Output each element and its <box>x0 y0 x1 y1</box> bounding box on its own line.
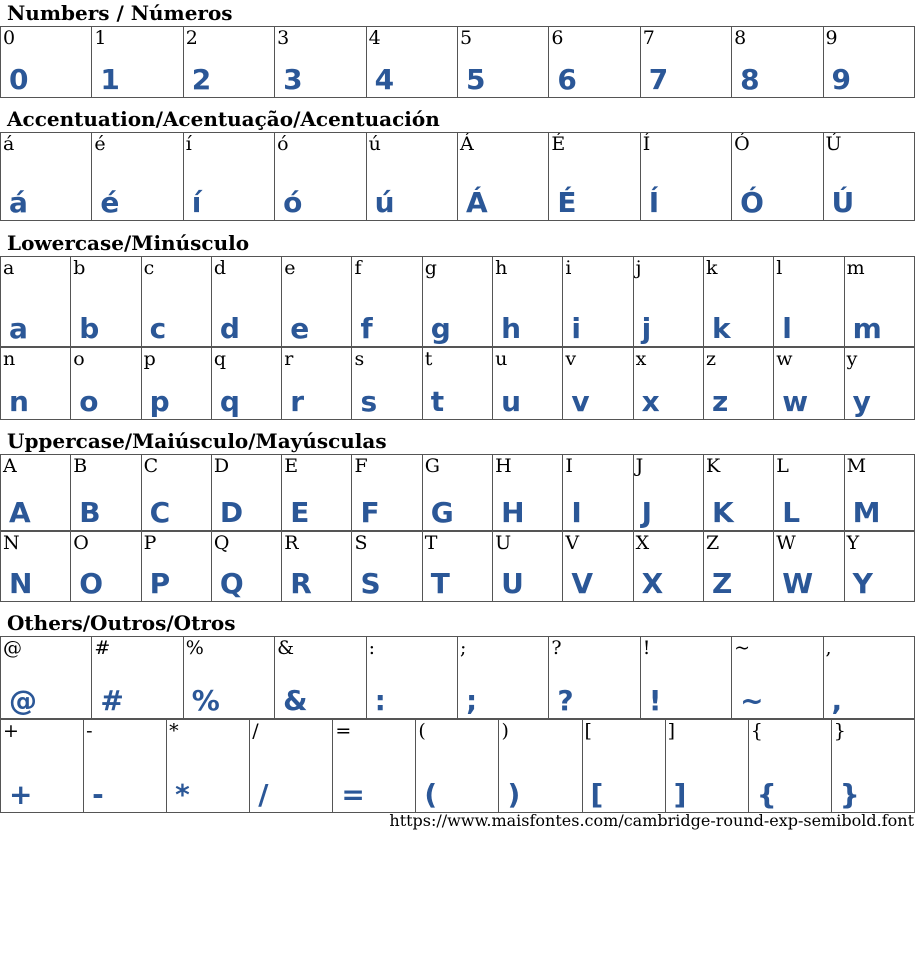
glyph-cell <box>275 637 366 719</box>
glyph-cell <box>167 720 250 813</box>
glyph-sample: N <box>9 567 33 600</box>
glyph-sample: T <box>430 567 450 600</box>
glyph-label: + <box>3 720 19 742</box>
glyph-cell <box>582 720 665 813</box>
glyph-cell <box>665 720 748 813</box>
glyph-sample: O <box>79 567 104 600</box>
glyph-label: v <box>565 348 577 370</box>
glyph-cell <box>366 27 457 98</box>
glyph-cell <box>282 348 352 420</box>
glyph-cell <box>1 27 92 98</box>
glyph-cell <box>493 257 563 347</box>
glyph-sample: M <box>852 496 881 529</box>
glyph-sample: # <box>100 684 124 717</box>
glyph-cell <box>563 348 633 420</box>
numbers-grid <box>0 26 915 98</box>
glyph-cell <box>640 133 731 221</box>
glyph-label: d <box>213 257 227 279</box>
glyph-cell <box>422 348 492 420</box>
glyph-label: V <box>565 532 580 554</box>
glyph-label: b <box>73 257 86 279</box>
glyph-cell <box>493 532 563 602</box>
glyph-label: r <box>284 348 294 370</box>
glyph-sample: 1 <box>100 63 120 96</box>
glyph-label: É <box>551 133 566 155</box>
glyph-label: C <box>143 455 159 477</box>
glyph-label: E <box>284 455 299 477</box>
glyph-sample: d <box>219 312 240 345</box>
glyph-label: % <box>185 637 204 659</box>
glyph-label: p <box>143 348 156 370</box>
glyph-label: w <box>776 348 793 370</box>
glyph-sample: Q <box>219 567 244 600</box>
glyph-cell <box>499 720 582 813</box>
glyph-label: 8 <box>734 27 747 49</box>
glyph-sample: 8 <box>740 63 760 96</box>
glyph-label: S <box>354 532 368 554</box>
glyph-cell <box>774 348 844 420</box>
glyph-label: á <box>3 133 15 155</box>
glyph-sample: f <box>360 312 373 345</box>
glyph-sample: j <box>641 312 652 345</box>
glyph-sample: c <box>149 312 167 345</box>
glyph-cell <box>71 257 141 347</box>
glyph-label: n <box>3 348 16 370</box>
glyph-label: : <box>368 637 375 659</box>
glyph-label: c <box>143 257 155 279</box>
glyph-cell <box>633 532 703 602</box>
glyph-label: 0 <box>3 27 16 49</box>
glyph-label: h <box>495 257 508 279</box>
glyph-cell <box>352 257 422 347</box>
uppercase-section-title: Uppercase/Maiúsculo/Mayúsculas <box>7 429 387 453</box>
glyph-label: F <box>354 455 368 477</box>
glyph-label: B <box>73 455 88 477</box>
glyph-label: R <box>284 532 299 554</box>
glyph-label: I <box>565 455 573 477</box>
glyph-sample: , <box>831 684 843 717</box>
glyph-cell <box>844 257 914 347</box>
glyph-label: & <box>277 637 295 659</box>
glyph-sample: z <box>711 385 729 418</box>
glyph-cell <box>183 637 274 719</box>
glyph-cell <box>211 455 281 531</box>
glyph-sample: é <box>100 186 120 219</box>
glyph-sample: i <box>571 312 581 345</box>
glyph-label: G <box>424 455 440 477</box>
glyph-cell <box>416 720 499 813</box>
glyph-cell <box>563 532 633 602</box>
glyph-cell <box>71 532 141 602</box>
glyph-label: z <box>705 348 716 370</box>
glyph-label: Í <box>642 133 651 155</box>
glyph-cell <box>457 637 548 719</box>
glyph-cell <box>633 455 703 531</box>
glyph-cell <box>92 637 183 719</box>
glyph-label: s <box>354 348 365 370</box>
glyph-cell <box>92 133 183 221</box>
others-section-title: Others/Outros/Otros <box>7 611 236 635</box>
glyph-label: / <box>252 720 259 742</box>
glyph-sample: y <box>852 385 871 418</box>
glyph-row <box>1 27 915 98</box>
glyph-label: Ó <box>734 133 750 155</box>
glyph-cell <box>211 348 281 420</box>
glyph-sample: 0 <box>9 63 29 96</box>
glyph-cell <box>366 133 457 221</box>
glyph-cell <box>1 257 71 347</box>
glyph-cell <box>640 27 731 98</box>
glyph-label: ~ <box>734 637 751 659</box>
glyph-sample: n <box>9 385 29 418</box>
glyph-cell <box>71 455 141 531</box>
glyph-sample: D <box>219 496 244 529</box>
glyph-cell <box>640 637 731 719</box>
uppercase-grid <box>0 454 915 602</box>
glyph-label: , <box>825 637 832 659</box>
glyph-sample: Z <box>711 567 733 600</box>
glyph-cell <box>352 348 422 420</box>
glyph-sample: V <box>571 567 594 600</box>
accents-grid <box>0 132 915 221</box>
glyph-sample: ] <box>673 778 687 811</box>
glyph-sample: { <box>756 778 777 811</box>
glyph-cell <box>774 532 844 602</box>
glyph-sample: 6 <box>557 63 577 96</box>
glyph-label: = <box>335 720 352 742</box>
glyph-cell <box>1 720 84 813</box>
glyph-sample: Y <box>852 567 873 600</box>
glyph-sample: x <box>641 385 660 418</box>
glyph-label: A <box>3 455 17 477</box>
glyph-label: 2 <box>185 27 198 49</box>
glyph-sample: @ <box>9 684 37 717</box>
glyph-sample: A <box>9 496 31 529</box>
glyph-label: # <box>94 637 111 659</box>
glyph-label: ) <box>501 720 509 742</box>
glyph-cell <box>823 27 914 98</box>
glyph-sample: g <box>430 312 451 345</box>
glyph-label: l <box>776 257 783 279</box>
glyph-cell <box>211 257 281 347</box>
glyph-row <box>1 348 915 420</box>
glyph-cell <box>141 348 211 420</box>
glyph-sample: G <box>430 496 454 529</box>
glyph-label: 7 <box>642 27 655 49</box>
glyph-cell <box>549 133 640 221</box>
lowercase-section-title: Lowercase/Minúsculo <box>7 231 250 255</box>
glyph-sample: & <box>283 684 308 717</box>
glyph-cell <box>275 133 366 221</box>
glyph-cell <box>282 257 352 347</box>
glyph-cell <box>844 532 914 602</box>
glyph-label: ! <box>642 637 651 659</box>
glyph-label: Q <box>213 532 230 554</box>
glyph-label: 6 <box>551 27 564 49</box>
glyph-sample: Ú <box>831 186 855 219</box>
glyph-cell <box>703 257 773 347</box>
glyph-label: K <box>705 455 721 477</box>
glyph-sample: v <box>571 385 590 418</box>
glyph-cell <box>844 348 914 420</box>
source-url: https://www.maisfontes.com/cambridge-round-exp-semibold.font <box>389 811 914 830</box>
glyph-cell <box>493 455 563 531</box>
glyph-cell <box>831 720 914 813</box>
glyph-label: í <box>185 133 192 155</box>
glyph-cell <box>844 455 914 531</box>
glyph-cell <box>703 532 773 602</box>
glyph-sample: H <box>501 496 525 529</box>
others-grid <box>0 636 915 813</box>
glyph-sample: I <box>571 496 582 529</box>
glyph-sample: o <box>79 385 99 418</box>
glyph-sample: K <box>711 496 734 529</box>
glyph-sample: t <box>430 385 445 418</box>
glyph-label: i <box>565 257 572 279</box>
glyph-label: L <box>776 455 789 477</box>
glyph-cell <box>211 532 281 602</box>
glyph-sample: X <box>641 567 664 600</box>
glyph-sample: m <box>852 312 882 345</box>
glyph-label: y <box>846 348 858 370</box>
glyph-label: 9 <box>825 27 838 49</box>
glyph-row <box>1 720 915 813</box>
glyph-label: o <box>73 348 85 370</box>
glyph-label: - <box>86 720 93 742</box>
glyph-sample: h <box>501 312 522 345</box>
glyph-label: ó <box>277 133 289 155</box>
glyph-sample: 3 <box>283 63 303 96</box>
glyph-sample: ú <box>374 186 395 219</box>
glyph-label: [ <box>584 720 592 742</box>
glyph-sample: 5 <box>465 63 486 96</box>
glyph-sample: E <box>290 496 310 529</box>
glyph-cell <box>549 27 640 98</box>
glyph-sample: 7 <box>648 63 669 96</box>
glyph-sample: s <box>360 385 378 418</box>
glyph-cell <box>71 348 141 420</box>
glyph-label: e <box>284 257 296 279</box>
glyph-sample: J <box>641 496 653 529</box>
glyph-sample: ( <box>424 778 438 811</box>
glyph-cell <box>703 348 773 420</box>
glyph-cell <box>563 455 633 531</box>
glyph-sample: 2 <box>191 63 212 96</box>
glyph-sample: É <box>557 186 577 219</box>
glyph-cell <box>84 720 167 813</box>
glyph-label: 3 <box>277 27 290 49</box>
glyph-label: a <box>3 257 15 279</box>
accents-section-title: Accentuation/Acentuação/Acentuación <box>7 107 440 131</box>
glyph-sample: R <box>290 567 312 600</box>
glyph-cell <box>774 455 844 531</box>
lowercase-grid <box>0 256 915 420</box>
glyph-label: Ú <box>825 133 842 155</box>
glyph-sample: * <box>175 778 190 811</box>
glyph-sample: S <box>360 567 381 600</box>
glyph-sample: = <box>341 778 365 811</box>
glyph-sample: p <box>149 385 170 418</box>
glyph-cell <box>141 532 211 602</box>
glyph-cell <box>352 455 422 531</box>
glyph-cell <box>457 133 548 221</box>
glyph-label: ] <box>667 720 676 742</box>
glyph-label: q <box>213 348 227 370</box>
glyph-cell <box>183 27 274 98</box>
glyph-cell <box>703 455 773 531</box>
glyph-sample: b <box>79 312 100 345</box>
glyph-sample: % <box>191 684 220 717</box>
glyph-cell <box>250 720 333 813</box>
glyph-cell <box>774 257 844 347</box>
glyph-sample: k <box>711 312 731 345</box>
glyph-cell <box>282 532 352 602</box>
glyph-label: O <box>73 532 89 554</box>
glyph-label: J <box>635 455 644 477</box>
glyph-sample: Í <box>648 186 660 219</box>
glyph-sample: B <box>79 496 101 529</box>
glyph-label: { <box>750 720 763 742</box>
glyph-cell <box>732 27 823 98</box>
glyph-label: ( <box>418 720 426 742</box>
glyph-sample: P <box>149 567 171 600</box>
glyph-sample: + <box>9 778 33 811</box>
glyph-sample: : <box>374 684 386 717</box>
glyph-cell <box>633 257 703 347</box>
glyph-sample: u <box>501 385 522 418</box>
glyph-row <box>1 532 915 602</box>
glyph-sample: e <box>290 312 310 345</box>
glyph-cell <box>748 720 831 813</box>
glyph-cell <box>275 27 366 98</box>
glyph-sample: a <box>9 312 28 345</box>
glyph-label: Z <box>705 532 720 554</box>
glyph-label: u <box>495 348 508 370</box>
glyph-label: x <box>635 348 647 370</box>
glyph-sample: q <box>219 385 240 418</box>
glyph-sample: C <box>149 496 171 529</box>
glyph-sample: ~ <box>740 684 764 717</box>
glyph-label: T <box>424 532 438 554</box>
glyph-sample: á <box>9 186 28 219</box>
glyph-label: Á <box>459 133 474 155</box>
glyph-sample: U <box>501 567 524 600</box>
glyph-label: } <box>833 720 846 742</box>
glyph-label: k <box>705 257 718 279</box>
glyph-label: D <box>213 455 230 477</box>
glyph-sample: ) <box>507 778 521 811</box>
glyph-row <box>1 133 915 221</box>
glyph-label: g <box>424 257 437 279</box>
glyph-cell <box>282 455 352 531</box>
glyph-cell <box>1 532 71 602</box>
glyph-label: t <box>424 348 433 370</box>
glyph-sample: ó <box>283 186 303 219</box>
glyph-label: @ <box>3 637 22 659</box>
glyph-sample: r <box>290 385 304 418</box>
glyph-label: P <box>143 532 157 554</box>
glyph-sample: - <box>92 778 104 811</box>
glyph-label: é <box>94 133 106 155</box>
glyph-cell <box>563 257 633 347</box>
glyph-label: H <box>495 455 512 477</box>
glyph-cell <box>366 637 457 719</box>
glyph-cell <box>732 637 823 719</box>
glyph-row <box>1 637 915 719</box>
glyph-cell <box>422 455 492 531</box>
glyph-sample: W <box>782 567 814 600</box>
glyph-label: * <box>169 720 179 742</box>
numbers-section-title: Numbers / Números <box>7 1 233 25</box>
glyph-label: ; <box>459 637 467 659</box>
glyph-cell <box>633 348 703 420</box>
glyph-label: U <box>495 532 512 554</box>
glyph-cell <box>457 27 548 98</box>
glyph-cell <box>352 532 422 602</box>
glyph-label: f <box>354 257 362 279</box>
glyph-sample: [ <box>590 778 604 811</box>
glyph-cell <box>732 133 823 221</box>
glyph-label: 1 <box>94 27 107 49</box>
glyph-label: ú <box>368 133 381 155</box>
glyph-sample: Á <box>465 186 488 219</box>
glyph-cell <box>823 637 914 719</box>
glyph-sample: 4 <box>374 63 395 96</box>
glyph-cell <box>1 348 71 420</box>
glyph-label: j <box>635 257 642 279</box>
glyph-label: N <box>3 532 20 554</box>
glyph-sample: w <box>782 385 809 418</box>
glyph-label: ? <box>551 637 562 659</box>
glyph-label: W <box>776 532 796 554</box>
glyph-cell <box>422 257 492 347</box>
glyph-cell <box>141 455 211 531</box>
glyph-sample: l <box>782 312 792 345</box>
glyph-row <box>1 257 915 347</box>
glyph-cell <box>493 348 563 420</box>
glyph-sample: ! <box>648 684 662 717</box>
glyph-label: m <box>846 257 865 279</box>
glyph-row <box>1 455 915 531</box>
glyph-cell <box>92 27 183 98</box>
glyph-label: X <box>635 532 650 554</box>
glyph-cell <box>422 532 492 602</box>
glyph-cell <box>333 720 416 813</box>
glyph-sample: / <box>258 778 269 811</box>
glyph-cell <box>1 637 92 719</box>
glyph-cell <box>1 455 71 531</box>
glyph-cell <box>823 133 914 221</box>
glyph-cell <box>549 637 640 719</box>
glyph-label: 5 <box>459 27 473 49</box>
glyph-sample: L <box>782 496 801 529</box>
glyph-sample: } <box>839 778 860 811</box>
glyph-cell <box>141 257 211 347</box>
glyph-sample: Ó <box>740 186 764 219</box>
glyph-label: M <box>846 455 867 477</box>
glyph-label: Y <box>846 532 860 554</box>
glyph-sample: ; <box>465 684 478 717</box>
glyph-cell <box>1 133 92 221</box>
glyph-sample: í <box>191 186 202 219</box>
glyph-cell <box>183 133 274 221</box>
glyph-sample: 9 <box>831 63 851 96</box>
glyph-sample: ? <box>557 684 574 717</box>
glyph-sample: F <box>360 496 380 529</box>
glyph-label: 4 <box>368 27 381 49</box>
